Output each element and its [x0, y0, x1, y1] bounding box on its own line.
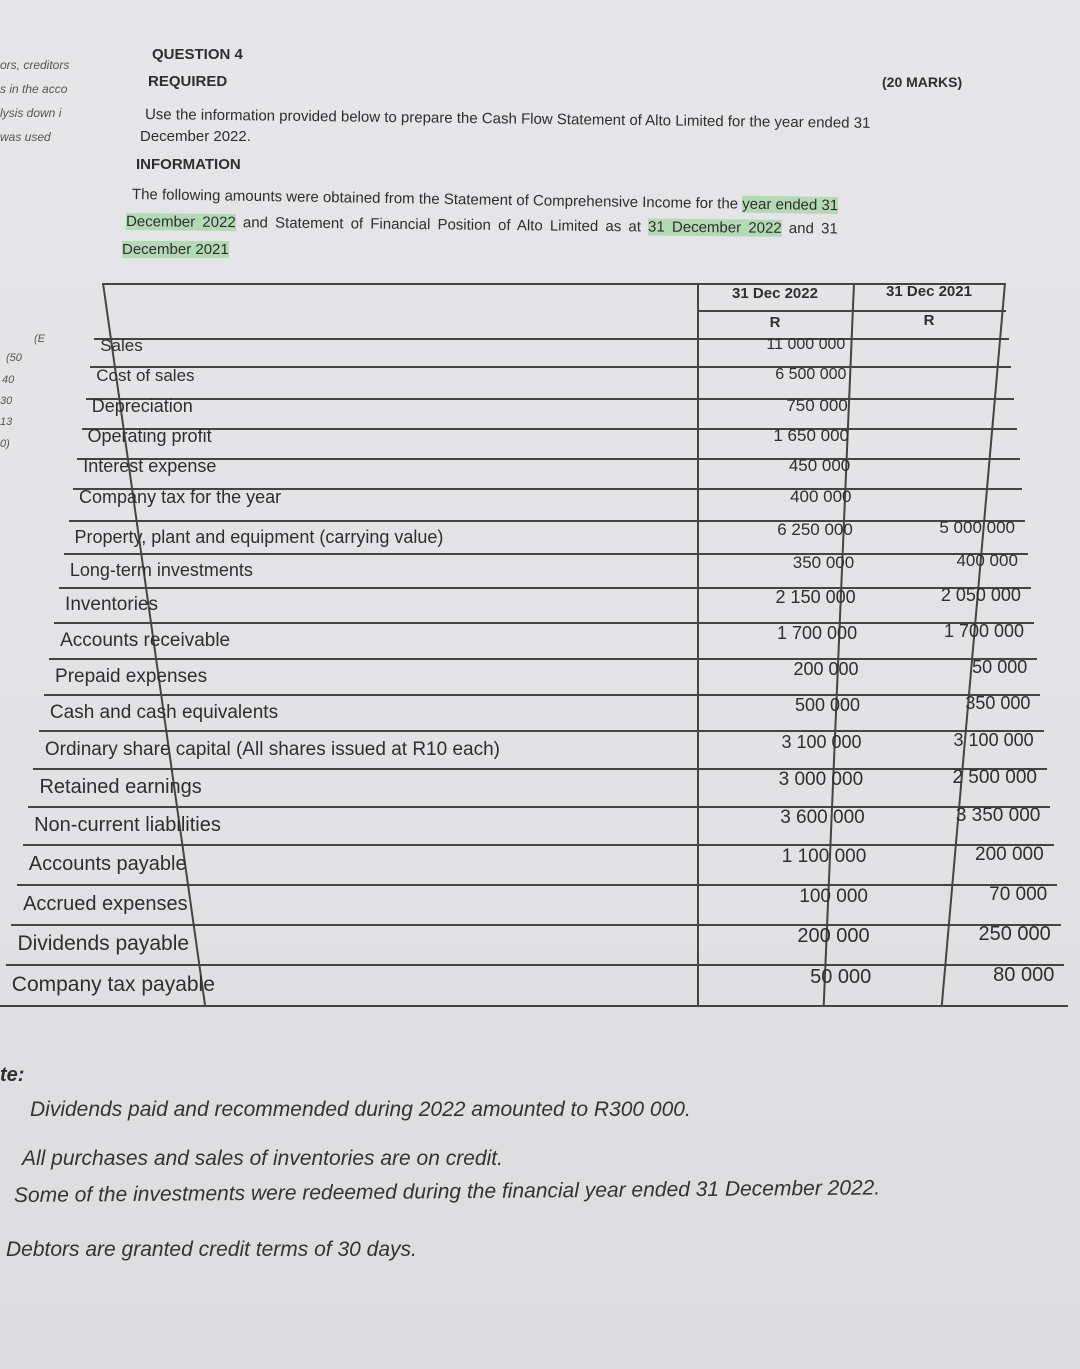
value-2021: 2 050 000: [940, 585, 1021, 606]
row-label: Ordinary share capital (All shares issued at R10 each): [44, 738, 500, 760]
value-2021: 70 000: [989, 884, 1048, 905]
row-label: Company tax for the year: [79, 487, 282, 508]
row-label: Accounts payable: [28, 853, 187, 875]
margin-mark: 30: [0, 395, 13, 407]
row-label: Depreciation: [91, 396, 193, 417]
information-heading: INFORMATION: [136, 156, 241, 173]
margin-note: s in the acco: [0, 82, 68, 96]
info-text: and Statement of Financial Position of Alto Limited as at: [235, 214, 649, 236]
value-2021: 250 000: [978, 923, 1051, 946]
row-label: Property, plant and equipment (carrying value): [74, 526, 444, 547]
row-label: Accounts receivable: [60, 629, 231, 651]
table-rule: [0, 1005, 1068, 1007]
value-2021: 50 000: [972, 656, 1028, 677]
margin-note: was used: [0, 130, 51, 144]
value-2022: 50 000: [810, 965, 872, 988]
note-item: Debtors are granted credit terms of 30 days.: [6, 1238, 417, 1261]
value-2022: 1 100 000: [781, 846, 867, 867]
row-label: Non-current liabilities: [34, 814, 221, 836]
highlighted-text: December 2021: [122, 241, 229, 258]
value-2021: 3 350 000: [955, 805, 1041, 826]
table-rule: [82, 428, 1017, 430]
value-2021: 200 000: [975, 844, 1044, 865]
row-label: Prepaid expenses: [55, 665, 208, 687]
value-2021: 350 000: [965, 692, 1031, 713]
highlighted-text: 31 December 2022: [648, 218, 782, 237]
row-label: Accrued expenses: [23, 893, 188, 915]
row-label: Interest expense: [83, 456, 217, 477]
value-2022: 1 700 000: [777, 622, 858, 643]
row-label: Inventories: [65, 594, 158, 616]
margin-mark: 40: [2, 374, 15, 386]
value-2022: 400 000: [790, 487, 852, 507]
unit-label-2022: R: [769, 314, 781, 331]
instruction-line: Use the information provided below to prepare the Cash Flow Statement of Alto Limited for the year ended 31: [144, 106, 871, 132]
info-paragraph-line: [126, 213, 838, 237]
value-2022: 200 000: [793, 658, 859, 679]
value-2022: 3 600 000: [780, 807, 865, 828]
row-label: Retained earnings: [39, 776, 202, 798]
value-2022: 3 100 000: [781, 731, 862, 752]
margin-mark: (E: [34, 333, 45, 345]
table-rule: [77, 458, 1019, 460]
table-rule: [90, 366, 1011, 368]
margin-note: lysis down i: [0, 106, 62, 120]
column-header-2021: 31 Dec 2021: [886, 283, 972, 300]
value-2021: 80 000: [993, 963, 1055, 986]
row-label: Cost of sales: [96, 366, 195, 386]
info-paragraph-line: [122, 241, 229, 258]
instruction-line: December 2022.: [140, 128, 251, 145]
value-2022: 1 650 000: [773, 426, 850, 446]
row-label: Sales: [100, 336, 143, 356]
value-2022: 6 500 000: [775, 366, 847, 384]
value-2022: 450 000: [788, 456, 851, 476]
info-paragraph-line: [132, 186, 838, 214]
row-label: Company tax payable: [11, 972, 215, 996]
value-2021: 5 000 000: [939, 517, 1015, 537]
value-2022: 2 150 000: [775, 587, 856, 608]
row-label: Dividends payable: [17, 932, 190, 956]
row-label: Cash and cash equivalents: [49, 701, 279, 723]
note-item: All purchases and sales of inventories are on credit.: [22, 1147, 503, 1170]
column-header-2022: 31 Dec 2022: [732, 285, 818, 302]
value-2022: 11 000 000: [766, 336, 846, 354]
info-text: and 31: [781, 219, 838, 238]
margin-mark: (50: [6, 352, 22, 364]
margin-note: ors, creditors: [0, 58, 70, 72]
value-2022: 6 250 000: [777, 519, 853, 539]
marks-label: (20 MARKS): [882, 74, 963, 90]
highlighted-text: December 2022: [125, 213, 236, 232]
value-2022: 3 000 000: [778, 769, 864, 790]
highlighted-text: year ended 31: [742, 195, 839, 215]
value-2022: 350 000: [792, 553, 855, 573]
note-item: Dividends paid and recommended during 2022 amounted to R300 000.: [30, 1098, 691, 1121]
info-text: The following amounts were obtained from the Statement of Comprehensive Income for the: [131, 186, 743, 213]
row-label: Long-term investments: [69, 560, 253, 581]
row-label: Operating profit: [87, 426, 212, 447]
required-heading: REQUIRED: [148, 73, 228, 90]
value-2021: 1 700 000: [943, 620, 1025, 641]
margin-mark: 13: [0, 416, 13, 428]
value-2022: 750 000: [786, 396, 848, 416]
table-rule: [86, 398, 1014, 400]
question-title: QUESTION 4: [152, 46, 243, 63]
value-2022: 500 000: [794, 694, 861, 715]
margin-mark: 0): [0, 438, 10, 450]
table-rule: [94, 338, 1009, 340]
value-2022: 100 000: [799, 886, 868, 907]
notes-heading: te:: [0, 1064, 25, 1086]
value-2022: 200 000: [797, 925, 870, 948]
note-item: Some of the investments were redeemed during the financial year ended 31 December 2022.: [13, 1176, 881, 1207]
value-2021: 2 500 000: [952, 767, 1037, 788]
value-2021: 400 000: [956, 551, 1018, 571]
value-2021: 3 100 000: [953, 729, 1034, 750]
unit-label-2021: R: [923, 312, 935, 329]
